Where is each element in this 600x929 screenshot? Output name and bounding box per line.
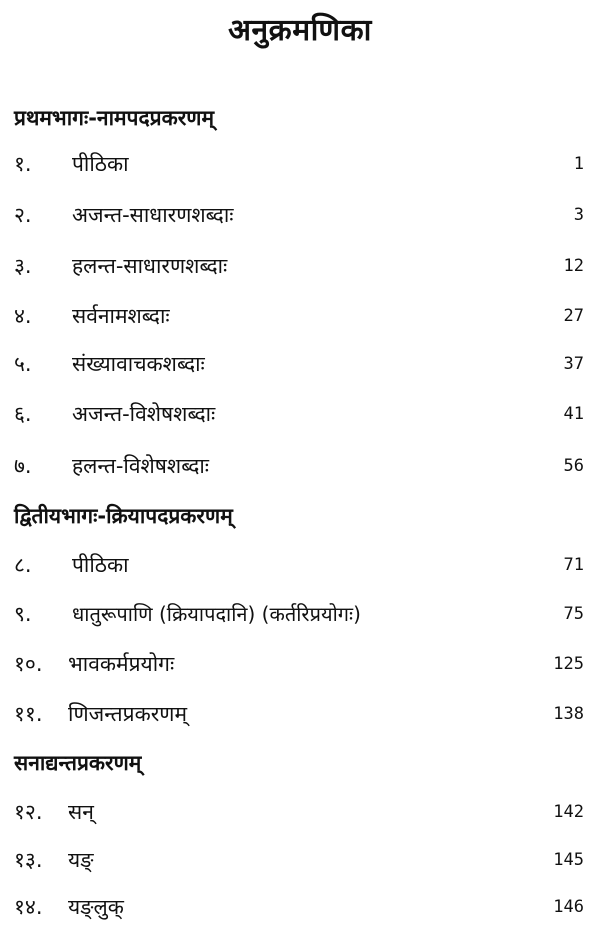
entry-page-number: 37 (563, 354, 584, 374)
entry-label: यङ् (68, 848, 94, 872)
entry-number: १. (14, 152, 32, 176)
toc-entry-10[interactable] (14, 650, 584, 684)
entry-label: सन् (68, 800, 94, 824)
toc-entry-9[interactable] (14, 600, 584, 634)
entry-label: अजन्त-विशेषशब्दाः (72, 402, 216, 426)
entry-number: ४. (14, 304, 32, 328)
entry-number: ६. (14, 402, 32, 426)
toc-entry-4[interactable] (14, 302, 584, 336)
entry-page-number: 56 (563, 456, 584, 476)
entry-label: अजन्त-साधारणशब्दाः (72, 203, 234, 227)
entry-number: ९. (14, 602, 32, 626)
entry-page-number: 27 (563, 306, 584, 326)
entry-label: पीठिका (72, 152, 129, 176)
entry-number: ३. (14, 254, 32, 278)
entry-number: २. (14, 203, 32, 227)
section-heading-1: प्रथमभागः-नामपदप्रकरणम् (14, 106, 215, 130)
toc-entry-12[interactable] (14, 798, 584, 832)
section-heading-2: द्वितीयभागः-क्रियापदप्रकरणम् (14, 504, 233, 528)
toc-entry-13[interactable] (14, 846, 584, 880)
entry-number: १२. (14, 800, 43, 824)
entry-page-number: 12 (563, 256, 584, 276)
entry-label: णिजन्तप्रकरणम् (68, 702, 188, 726)
toc-entry-2[interactable] (14, 201, 584, 235)
entry-page-number: 71 (563, 555, 584, 575)
entry-number: ८. (14, 553, 32, 577)
entry-number: ५. (14, 352, 32, 376)
entry-page-number: 41 (563, 404, 584, 424)
page-title: अनुक्रमणिका (228, 13, 372, 48)
toc-entry-14[interactable] (14, 893, 584, 927)
entry-number: १४. (14, 895, 43, 919)
entry-number: ११. (14, 702, 43, 726)
entry-label: हलन्त-साधारणशब्दाः (72, 254, 228, 278)
entry-label: यङ्लुक् (68, 895, 124, 919)
entry-page-number: 3 (573, 205, 584, 225)
entry-label: सर्वनामशब्दाः (72, 304, 170, 328)
toc-entry-3[interactable] (14, 252, 584, 286)
entry-page-number: 146 (553, 897, 584, 917)
entry-label: हलन्त-विशेषशब्दाः (72, 454, 210, 478)
toc-entry-11[interactable] (14, 700, 584, 734)
toc-entry-1[interactable] (14, 150, 584, 184)
entry-label: संख्यावाचकशब्दाः (72, 352, 205, 376)
toc-entry-7[interactable] (14, 452, 584, 486)
toc-entry-8[interactable] (14, 551, 584, 585)
entry-page-number: 1 (573, 154, 584, 174)
section-heading-3: सनाद्यन्तप्रकरणम् (14, 751, 142, 775)
entry-page-number: 125 (553, 654, 584, 674)
entry-page-number: 145 (553, 850, 584, 870)
entry-page-number: 142 (553, 802, 584, 822)
entry-label: धातुरूपाणि (क्रियापदानि) (कर्तरिप्रयोगः) (72, 602, 361, 626)
entry-page-number: 138 (553, 704, 584, 724)
entry-label: पीठिका (72, 553, 129, 577)
toc-entry-6[interactable] (14, 400, 584, 434)
entry-label: भावकर्मप्रयोगः (68, 652, 175, 676)
entry-page-number: 75 (563, 604, 584, 624)
entry-number: १३. (14, 848, 43, 872)
toc-entry-5[interactable] (14, 350, 584, 384)
entry-number: १०. (14, 652, 43, 676)
entry-number: ७. (14, 454, 32, 478)
